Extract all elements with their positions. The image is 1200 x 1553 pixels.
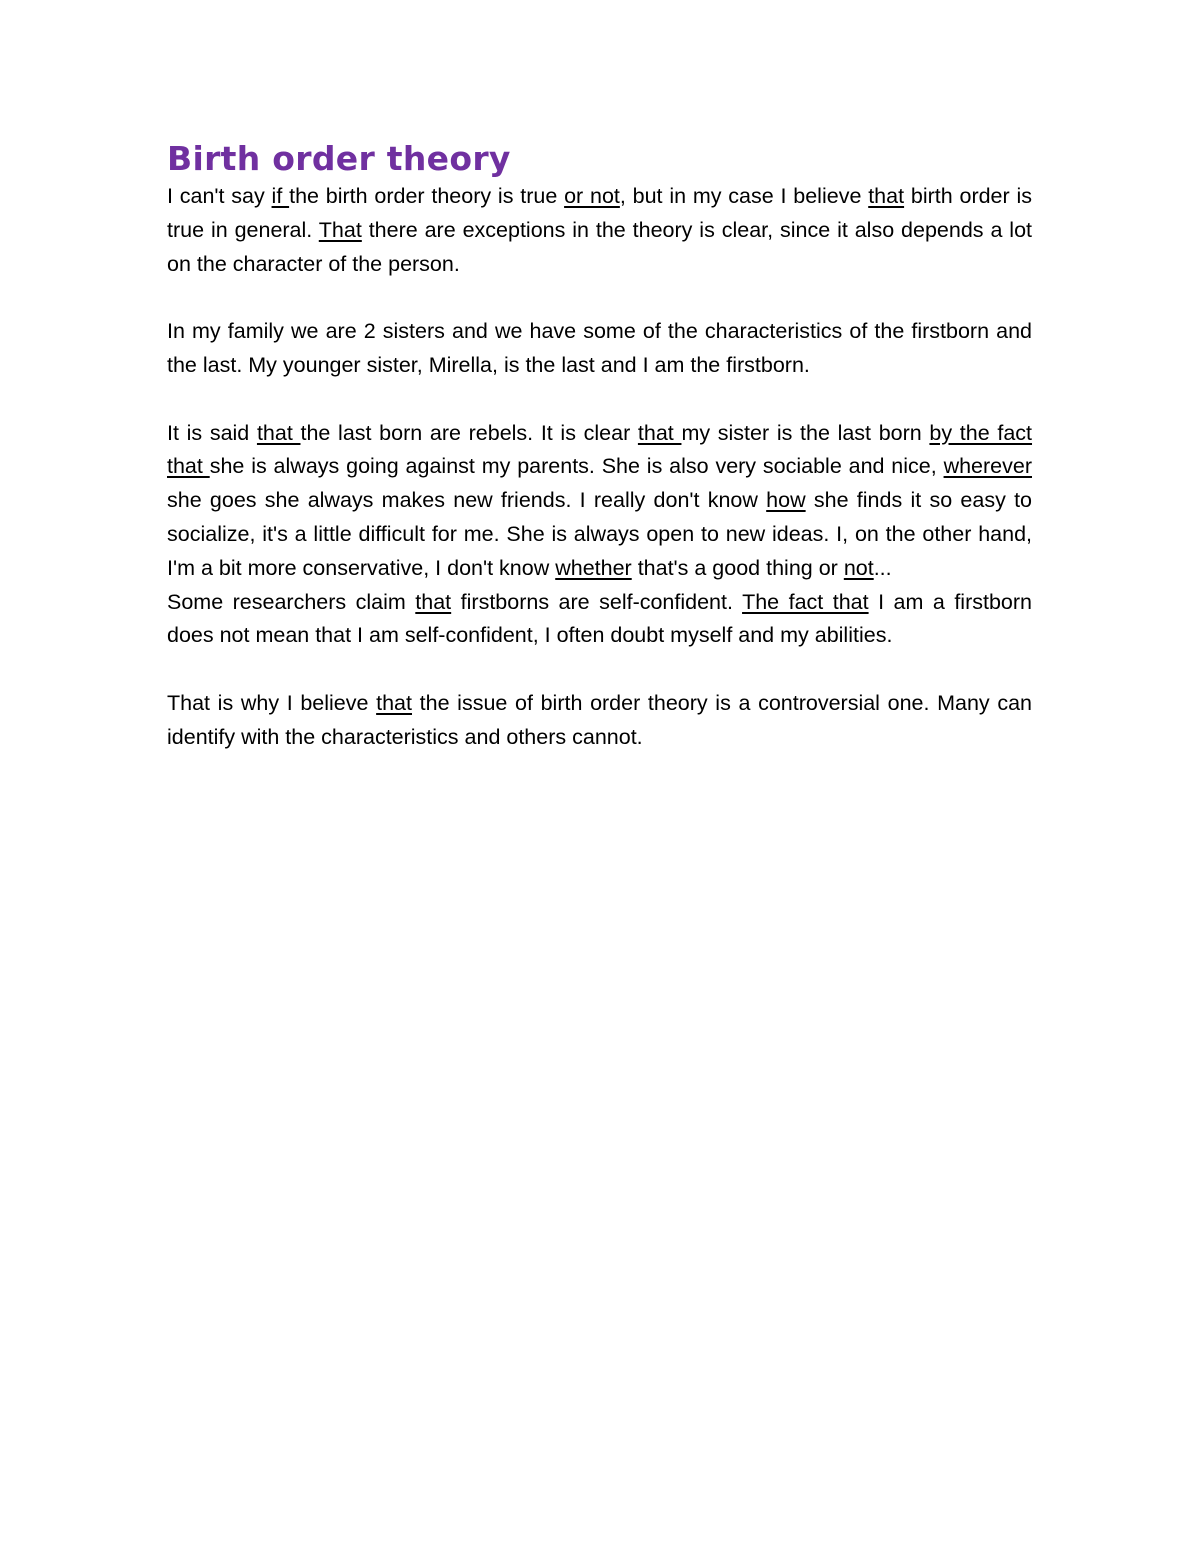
text-run: I can't say [167,184,272,208]
paragraph-list [167,180,1032,755]
underlined-phrase: that [637,420,682,445]
underlined-phrase: whether [555,555,632,580]
text-run: ... [873,555,892,580]
text-run: the birth order theory is true [289,184,565,208]
underlined-phrase: by the fact that [167,420,1033,479]
text-run: she goes she always makes new friends. I really don't know [167,488,767,513]
document-body [167,138,1032,755]
paragraph [167,315,1032,383]
text-run: That is why I believe [167,690,377,715]
text-run: firstborns are self-confident. [451,589,743,614]
underlined-phrase: if [271,184,290,208]
text-run: , but in my case I believe [619,184,869,208]
text-run: the issue of birth order theory is a controversial one. Many can identify with the characteristics and others cannot. [167,690,1032,749]
underlined-phrase: how [766,488,806,513]
text-run: my sister is the last born [681,420,930,445]
paragraph [167,417,1032,586]
text-run: In my family we are 2 sisters and we have some of the characteristics of the firstborn and the last. My younger sister, Mirella, is the last and I am the firstborn. [167,319,1032,377]
document-title: Birth order theory [167,139,511,178]
underlined-phrase: that [256,420,301,445]
underlined-phrase: The fact that [742,589,869,614]
text-run: birth order is true in general. [167,184,1032,242]
paragraph [167,586,1032,654]
text-run: she finds it so easy to socialize, it's a little difficult for me. She is always open to new ideas. I, on the other hand, I'm a bit more conservative, I don't know [167,488,1032,580]
paragraph [167,180,1032,281]
paragraph [167,687,1032,755]
text-run: the last born are rebels. It is clear [300,420,638,445]
underlined-phrase: wherever [943,454,1032,479]
underlined-phrase: that [868,184,905,208]
underlined-phrase: That [318,217,362,242]
text-run: she is always going against my parents. She is also very sociable and nice, [209,454,944,479]
underlined-phrase: or not [564,184,620,208]
text-run: there are exceptions in the theory is clear, since it also depends a lot on the character of the person. [167,217,1033,276]
text-run: I am a firstborn does not mean that I am self-confident, I often doubt myself and my abilities. [167,589,1032,648]
text-run: Some researchers claim [167,589,416,614]
text-run: It is said [167,420,257,445]
text-run: that's a good thing or [631,555,844,580]
underlined-phrase: not [843,555,874,580]
underlined-phrase: that [415,589,452,614]
underlined-phrase: that [376,690,412,715]
